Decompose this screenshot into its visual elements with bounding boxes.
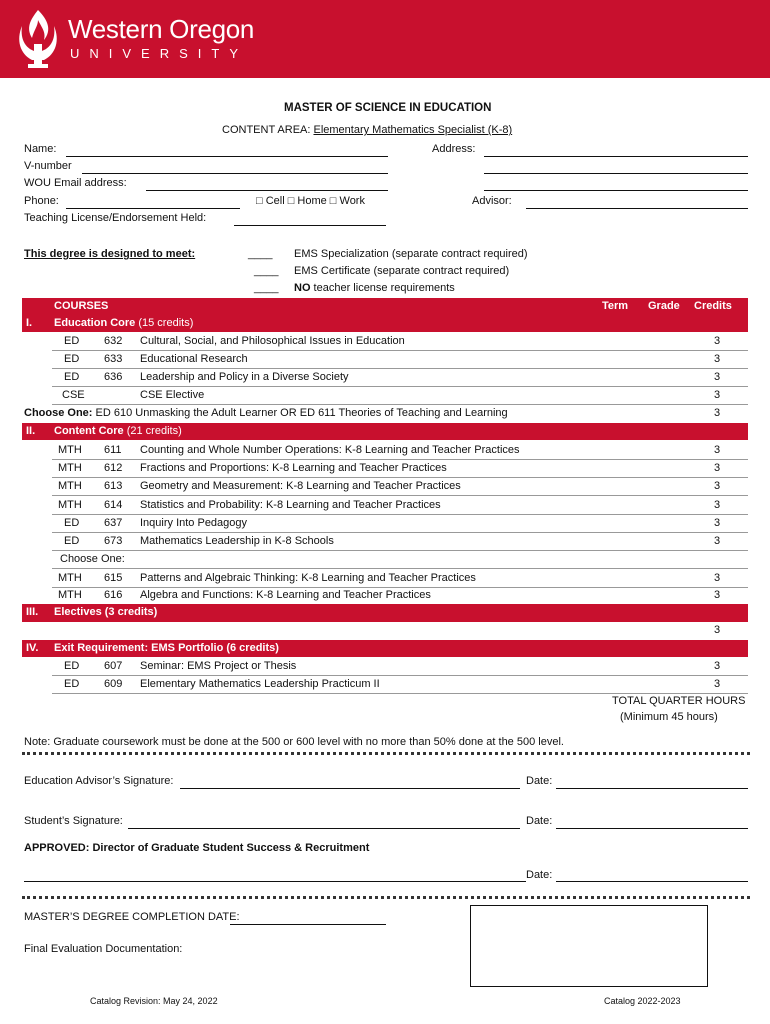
phone-field[interactable] xyxy=(66,208,240,209)
director-signature-field[interactable] xyxy=(24,881,526,882)
section-3-credits: 3 xyxy=(714,624,721,636)
vnumber-label: V-number xyxy=(24,160,72,172)
row-divider xyxy=(52,495,748,496)
degree-blank-1[interactable]: ____ xyxy=(248,248,273,260)
degree-blank-2[interactable]: ____ xyxy=(254,265,279,277)
section-2-bar xyxy=(22,423,748,440)
degree-option-1: EMS Specialization (separate contract required) xyxy=(294,248,528,260)
advisor-signature-label: Education Advisor’s Signature: xyxy=(24,775,174,787)
row-divider xyxy=(52,675,748,676)
course-number: 636 xyxy=(104,371,123,383)
section-4-title: Exit Requirement: EMS Portfolio (6 credits) xyxy=(54,642,279,654)
course-number: 637 xyxy=(104,517,123,529)
license-label: Teaching License/Endorsement Held: xyxy=(24,212,207,224)
catalog-revision: Catalog Revision: May 24, 2022 xyxy=(90,996,218,1006)
course-title: Educational Research xyxy=(140,353,248,365)
course-dept: ED xyxy=(64,660,80,672)
course-title: Seminar: EMS Project or Thesis xyxy=(140,660,297,672)
course-number: 613 xyxy=(104,480,123,492)
total-minimum: (Minimum 45 hours) xyxy=(620,711,718,723)
row-divider xyxy=(52,550,748,551)
section-2-number: II. xyxy=(26,425,36,437)
brand-name: Western Oregon xyxy=(68,14,255,44)
course-title: Inquiry Into Pedagogy xyxy=(140,517,248,529)
course-credits: 3 xyxy=(714,678,721,690)
course-credits: 3 xyxy=(714,444,721,456)
course-credits: 3 xyxy=(714,480,721,492)
address-field-3[interactable] xyxy=(484,190,748,191)
advisor-signature-field[interactable] xyxy=(180,788,520,789)
dotted-divider xyxy=(22,896,750,899)
degree-option-3-rest: teacher license requirements xyxy=(310,282,455,294)
content-area-value: Elementary Mathematics Specialist (K-8) xyxy=(313,124,513,136)
course-dept: CSE xyxy=(62,389,85,401)
course-dept: ED xyxy=(64,353,80,365)
course-title: Elementary Mathematics Leadership Practicum II xyxy=(140,678,380,690)
degree-option-2: EMS Certificate (separate contract required) xyxy=(294,265,510,277)
degree-option-3 xyxy=(294,282,455,294)
section-1-title-sub: (15 credits) xyxy=(135,317,194,329)
course-credits: 3 xyxy=(714,660,721,672)
course-dept: ED xyxy=(64,371,80,383)
course-number: 611 xyxy=(104,444,122,456)
course-credits: 3 xyxy=(714,407,721,419)
row-divider xyxy=(52,587,748,588)
row-divider xyxy=(52,404,748,405)
phone-label: Phone: xyxy=(24,195,59,207)
course-title: Patterns and Algebraic Thinking: K-8 Learning and Teacher Practices xyxy=(140,572,476,584)
header-courses: COURSES xyxy=(54,300,109,312)
course-title: CSE Elective xyxy=(140,389,205,401)
course-dept: MTH xyxy=(58,499,82,511)
course-number: 615 xyxy=(104,572,123,584)
section-2-title xyxy=(54,425,182,437)
final-evaluation-box[interactable] xyxy=(470,905,708,987)
course-credits: 3 xyxy=(714,462,721,474)
director-date-field[interactable] xyxy=(556,881,748,882)
course-title: Cultural, Social, and Philosophical Issues in Education xyxy=(140,335,405,347)
section-2-title-sub: (21 credits) xyxy=(123,425,182,437)
address-field-1[interactable] xyxy=(484,156,748,157)
course-dept: ED xyxy=(64,535,80,547)
document-title: MASTER OF SCIENCE IN EDUCATION xyxy=(284,102,492,114)
course-dept: ED xyxy=(64,517,80,529)
course-number: 607 xyxy=(104,660,123,672)
row-divider xyxy=(52,532,748,533)
brand-subtitle: UNIVERSITY xyxy=(70,46,249,61)
section-1-number: I. xyxy=(26,317,33,329)
section-1-title xyxy=(54,317,193,329)
choose-one-row xyxy=(24,407,508,419)
course-number: 632 xyxy=(104,335,123,347)
content-area xyxy=(222,124,512,136)
section-3-title: Electives (3 credits) xyxy=(54,606,158,618)
course-number: 616 xyxy=(104,589,123,601)
course-dept: ED xyxy=(64,335,80,347)
row-divider xyxy=(52,477,748,478)
section-3-number: III. xyxy=(26,606,39,618)
director-date-label: Date: xyxy=(526,869,553,881)
catalog-year: Catalog 2022-2023 xyxy=(604,996,681,1006)
choose-one-label-2: Choose One: xyxy=(60,553,125,565)
course-title: Algebra and Functions: K-8 Learning and Teacher Practices xyxy=(140,589,431,601)
header-grade: Grade xyxy=(648,300,680,312)
degree-heading: This degree is designed to meet: xyxy=(24,248,196,260)
degree-option-3-no: NO xyxy=(294,282,311,294)
row-divider xyxy=(52,350,748,351)
section-1-title-main: Education Core xyxy=(54,317,136,329)
row-divider xyxy=(52,459,748,460)
course-credits: 3 xyxy=(714,371,721,383)
course-dept: MTH xyxy=(58,480,82,492)
student-date-field[interactable] xyxy=(556,828,748,829)
phone-type-options[interactable]: □ Cell □ Home □ Work xyxy=(256,195,365,207)
course-credits: 3 xyxy=(714,353,721,365)
student-signature-field[interactable] xyxy=(128,828,520,829)
course-credits: 3 xyxy=(714,589,721,601)
course-number: 614 xyxy=(104,499,123,511)
section-4-number: IV. xyxy=(26,642,39,654)
torch-logo-icon xyxy=(12,6,64,72)
name-label: Name: xyxy=(24,143,57,155)
section-3-bar xyxy=(22,604,748,622)
course-dept: MTH xyxy=(58,589,82,601)
choose-one-text: ED 610 Unmasking the Adult Learner OR ED 611 Theories of Teaching and Learning xyxy=(92,407,508,419)
completion-date-field[interactable] xyxy=(230,924,386,925)
course-credits: 3 xyxy=(714,389,721,401)
course-title: Geometry and Measurement: K-8 Learning and Teacher Practices xyxy=(140,480,461,492)
advisor-date-label: Date: xyxy=(526,775,553,787)
course-number: 633 xyxy=(104,353,123,365)
header-credits: Credits xyxy=(694,300,732,312)
section-4-bar xyxy=(22,640,748,657)
advisor-date-field[interactable] xyxy=(556,788,748,789)
advisor-field[interactable] xyxy=(526,208,748,209)
header-term: Term xyxy=(602,300,629,312)
course-dept: ED xyxy=(64,678,80,690)
completion-date-label: MASTER’S DEGREE COMPLETION DATE: xyxy=(24,911,240,923)
student-signature-label: Student’s Signature: xyxy=(24,815,123,827)
email-label: WOU Email address: xyxy=(24,177,127,189)
course-credits: 3 xyxy=(714,517,721,529)
row-divider xyxy=(52,693,748,694)
row-divider xyxy=(52,514,748,515)
email-field[interactable] xyxy=(146,190,388,191)
course-number: 609 xyxy=(104,678,123,690)
approved-label: APPROVED: Director of Graduate Student Success & Recruitment xyxy=(24,842,370,854)
row-divider xyxy=(52,568,748,569)
course-title: Fractions and Proportions: K-8 Learning and Teacher Practices xyxy=(140,462,447,474)
content-area-prefix: CONTENT AREA: xyxy=(222,124,314,136)
degree-blank-3[interactable]: ____ xyxy=(254,282,279,294)
total-label: TOTAL QUARTER HOURS xyxy=(612,695,746,707)
course-credits: 3 xyxy=(714,335,721,347)
student-date-label: Date: xyxy=(526,815,553,827)
dotted-divider xyxy=(22,752,750,755)
course-title: Statistics and Probability: K-8 Learning and Teacher Practices xyxy=(140,499,441,511)
course-number: 673 xyxy=(104,535,123,547)
course-credits: 3 xyxy=(714,535,721,547)
course-credits: 3 xyxy=(714,572,721,584)
final-evaluation-label: Final Evaluation Documentation: xyxy=(24,943,183,955)
course-dept: MTH xyxy=(58,572,82,584)
advisor-label: Advisor: xyxy=(472,195,512,207)
vnumber-field[interactable] xyxy=(82,173,388,174)
table-header-bar xyxy=(22,298,748,332)
row-divider xyxy=(52,386,748,387)
course-dept: MTH xyxy=(58,444,82,456)
license-field[interactable] xyxy=(234,225,386,226)
header-band xyxy=(0,0,770,78)
course-number: 612 xyxy=(104,462,123,474)
row-divider xyxy=(52,368,748,369)
section-2-title-main: Content Core xyxy=(54,425,124,437)
course-title: Mathematics Leadership in K-8 Schools xyxy=(140,535,334,547)
name-field[interactable] xyxy=(66,156,388,157)
choose-one-label: Choose One: xyxy=(24,407,93,419)
course-title: Leadership and Policy in a Diverse Society xyxy=(140,371,349,383)
course-credits: 3 xyxy=(714,499,721,511)
graduate-note: Note: Graduate coursework must be done at the 500 or 600 level with no more than 50% done at the 500 level. xyxy=(24,736,564,748)
address-label: Address: xyxy=(432,143,476,155)
course-dept: MTH xyxy=(58,462,82,474)
course-title: Counting and Whole Number Operations: K-8 Learning and Teacher Practices xyxy=(140,444,520,456)
address-field-2[interactable] xyxy=(484,173,748,174)
